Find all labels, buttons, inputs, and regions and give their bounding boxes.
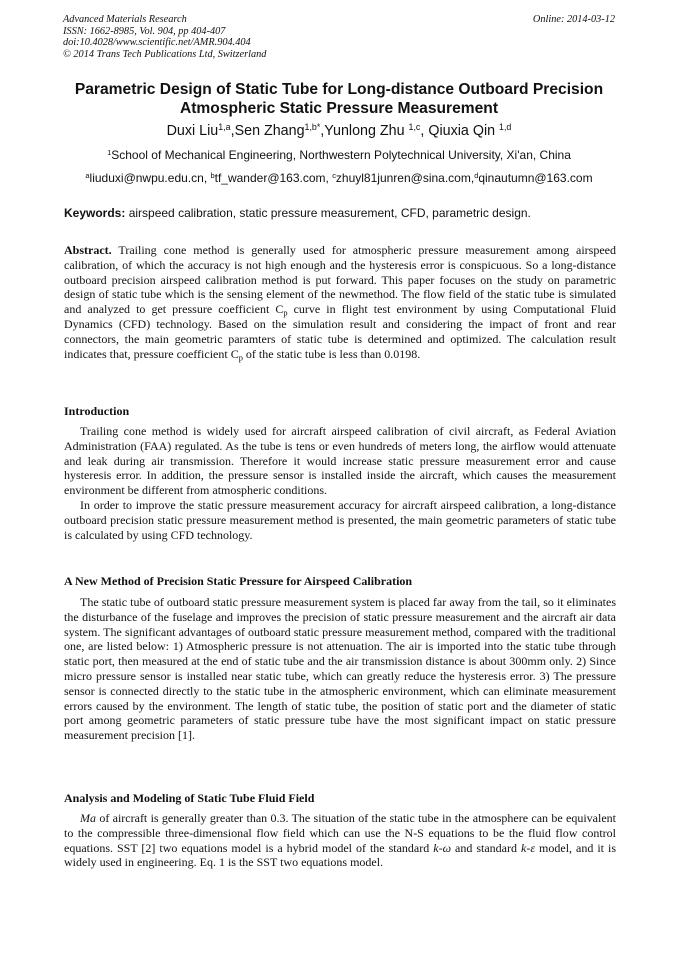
section-heading-new-method: A New Method of Precision Static Pressure for Airspeed Calibration (64, 574, 413, 588)
title-line-1: Parametric Design of Static Tube for Long-distance Outboard Precision (74, 81, 604, 98)
author-name: Sen Zhang (234, 123, 305, 139)
author-affil-mark: 1,c (408, 122, 421, 133)
journal-name: Advanced Materials Research (63, 14, 187, 25)
paragraph: In order to improve the static pressure measurement accuracy for aircraft airspeed calibration, a long-distance outboard precision static pressure measurement method is presented, the main geometric parameters of static tube is calculated by using CFD technology. (64, 497, 616, 542)
online-date: Online: 2014-03-12 (532, 14, 615, 25)
email-address: liuduxi@nwpu.edu.cn (89, 171, 204, 185)
paragraph: The static tube of outboard static pressure measurement system is placed far away from the tail, so it eliminates the disturbance of the fuselage and improves the precision of static pressure measurement and the aircraft air data system. The significant advantages of outboard static pressure measurement method, compared with the traditional one, are listed below: 1) Atmospheric pressure is not attenuation. The air is imported into the static tube through static port, then measured at the end of static tube and the air transmission distance is about 300mm only. 2) Since micro pressure sensor is installed near static tube, which can greatly reduce the hysteresis error. 3) The pressure sensor is connected directly to the static tube in the atmospheric environment, which can eliminate measurement errors caused by the environment. The length of static tube, the position of static port and the diameter of static port among geometric parameters of static pressure tube have the most significant impact on static pressure measurement precision [1]. (64, 595, 616, 743)
email-mark: b (210, 170, 215, 180)
section-heading-analysis: Analysis and Modeling of Static Tube Fluid Field (64, 791, 315, 805)
journal-header (63, 14, 615, 60)
abstract (64, 243, 616, 361)
abstract-label: Abstract. (64, 243, 112, 257)
keywords (64, 206, 616, 221)
author-affil-mark: 1,d (499, 122, 512, 133)
new-method-body (64, 595, 616, 743)
author-name: Qiuxia Qin (428, 123, 500, 139)
email-mark: c (332, 170, 336, 180)
affiliation-text: School of Mechanical Engineering, Northwestern Polytechnical University, Xi'an, China (111, 148, 571, 162)
email-address: tf_wander@163.com (214, 171, 326, 185)
email-address: qinautumn@163.com (478, 171, 593, 185)
email-mark: a (85, 170, 90, 180)
author-name: Duxi Liu (166, 123, 219, 139)
email-mark: d (474, 170, 479, 180)
paragraph: Trailing cone method is widely used for aircraft airspeed calibration of civil aircraft, as Federal Aviation Administration (FAA) regulated. As the tube is tens or even hundreds of meters long, the airflow would attenuate and leak during air transmission. Therefore it would increase static pressure measurement error and cause hysteresis error. In addition, the pressure sensor is installed inside the aircraft, which causes the measurement environment be different from atmospheric conditions. (64, 424, 616, 498)
section-heading-introduction: Introduction (64, 404, 130, 418)
paper-title (40, 80, 638, 118)
author-affil-mark: 1,b* (304, 122, 321, 133)
keywords-label: Keywords: (64, 206, 126, 220)
author-list: Duxi Liu$^{1,a}$,Sen Zhang$^{1,b*}$,Yunlong Zhu $^{1,c}$, Qiuxia Qin $^{1,d}$ (166, 122, 512, 139)
author-affil-mark: 1,a (218, 122, 231, 133)
introduction-body (64, 424, 616, 542)
email-list: $^a$liuduxi@nwpu.edu.cn, $^b$tf_wander@163.com, $^c$zhuyl81junren@sina.com,$^d$qinautumn@163.com (85, 170, 593, 185)
copyright-line: © 2014 Trans Tech Publications Ltd, Switzerland (63, 48, 267, 60)
analysis-body (64, 811, 616, 870)
author-name: Yunlong Zhu (324, 123, 409, 139)
email-address: zhuyl81junren@sina.com (335, 171, 471, 185)
paragraph: Ma of aircraft is generally greater than 0.3. The situation of the static tube in the atmosphere can be equivalent to the compressible three-dimensional flow field which can use the N-S equations to be the fluid flow control equations. SST [2] two equations model is a hybrid model of the standard k-ω and standard k-ε model, and it is widely used in engineering. Eq. 1 is the SST two equations model. (64, 811, 617, 870)
affiliation-mark: 1 (107, 147, 112, 157)
abstract-paragraph: Abstract. Trailing cone method is generally used for atmospheric pressure measurement among airspeed calibration, of which the accuracy is not high enough and the hysteresis error is conspicuous. So a long-distance outboard precision airspeed calibration method is put forward. This paper focuses on the study on parametric design of static tube which is the sensing element of the newmethod. The flow field of the static tube is simulated and analyzed to get pressure coefficient $C_p$ curve in flight test environment by using Computational Fluid Dynamics (CFD) technology. Based on the simulation result and considering the impact of front and rear connectors, the main geometric paramters of static tube is determined and optimized. The calculation result indicates that, pressure coefficient $C_p$ of the static tube is less than 0.0198. (64, 243, 617, 363)
issn-line: ISSN: 1662-8985, Vol. 904, pp 404-407 (63, 25, 226, 37)
keywords-text: airspeed calibration, static pressure measurement, CFD, parametric design. (128, 206, 531, 220)
title-line-2: Atmospheric Static Pressure Measurement (179, 100, 499, 117)
affiliation (40, 148, 638, 163)
doi-line: doi:10.4028/www.scientific.net/AMR.904.404 (63, 37, 251, 49)
